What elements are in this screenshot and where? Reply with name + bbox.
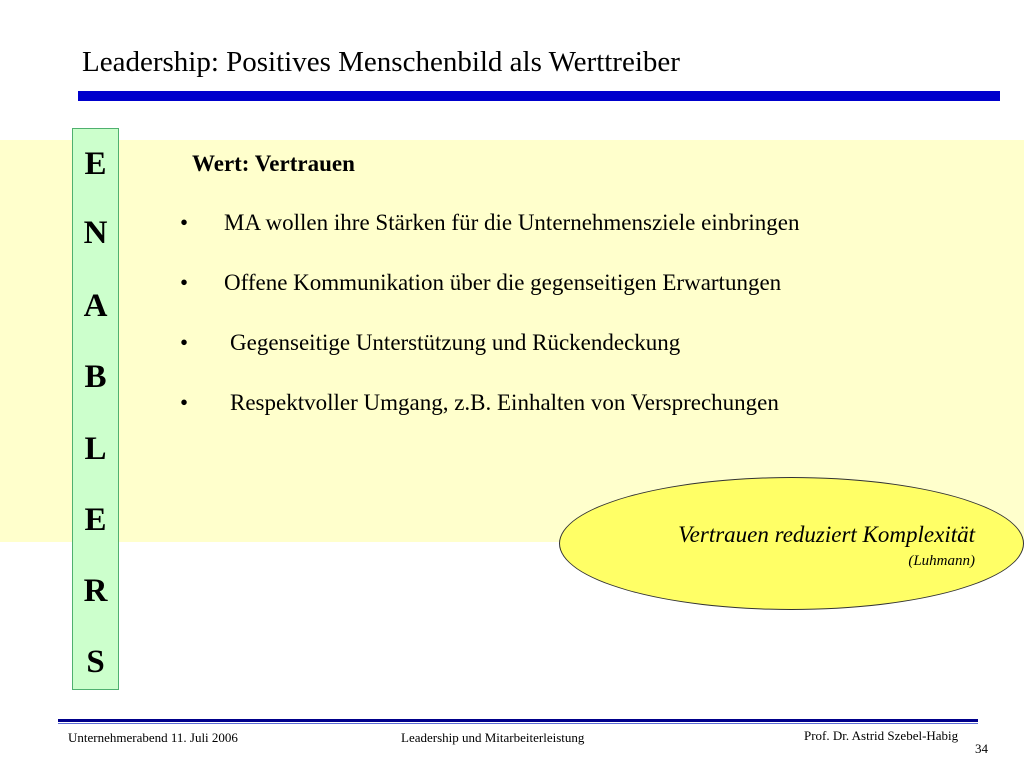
- enablers-letter: E: [84, 502, 107, 538]
- enablers-letter: L: [84, 431, 107, 467]
- bullet-marker: •: [180, 270, 189, 295]
- enablers-letter: N: [83, 215, 108, 251]
- page-number: 34: [975, 741, 988, 756]
- enablers-letter: E: [84, 146, 107, 182]
- bullet-marker: •: [180, 390, 189, 415]
- bullet-text: Gegenseitige Unterstützung und Rückendeckung: [230, 330, 681, 355]
- footer-author: Prof. Dr. Astrid Szebel-Habig: [804, 728, 959, 743]
- enablers-letter: B: [84, 359, 107, 395]
- callout-ellipse: [559, 477, 1024, 610]
- enablers-letter: S: [86, 644, 105, 680]
- callout-source: (Luhmann): [908, 553, 975, 569]
- enablers-letter: A: [83, 288, 108, 324]
- bullet-marker: •: [180, 210, 189, 235]
- footer-event: Unternehmerabend 11. Juli 2006: [68, 730, 238, 745]
- slide-title: Leadership: Positives Menschenbild als Werttreiber: [82, 46, 680, 78]
- footer-rule: [58, 719, 978, 722]
- section-heading: Wert: Vertrauen: [192, 151, 355, 176]
- title-rule: [78, 91, 1000, 101]
- bullet-marker: •: [180, 330, 189, 355]
- footer-topic: Leadership und Mitarbeiterleistung: [401, 730, 585, 745]
- bullet-text: Offene Kommunikation über die gegenseitigen Erwartungen: [224, 270, 782, 295]
- bullet-text: Respektvoller Umgang, z.B. Einhalten von Versprechungen: [230, 390, 779, 415]
- callout-text: Vertrauen reduziert Komplexität: [678, 522, 975, 547]
- bullet-text: MA wollen ihre Stärken für die Unternehmensziele einbringen: [224, 210, 800, 235]
- footer-rule-thin: [58, 723, 978, 724]
- enablers-box: [72, 128, 119, 690]
- enablers-letter: R: [83, 573, 108, 609]
